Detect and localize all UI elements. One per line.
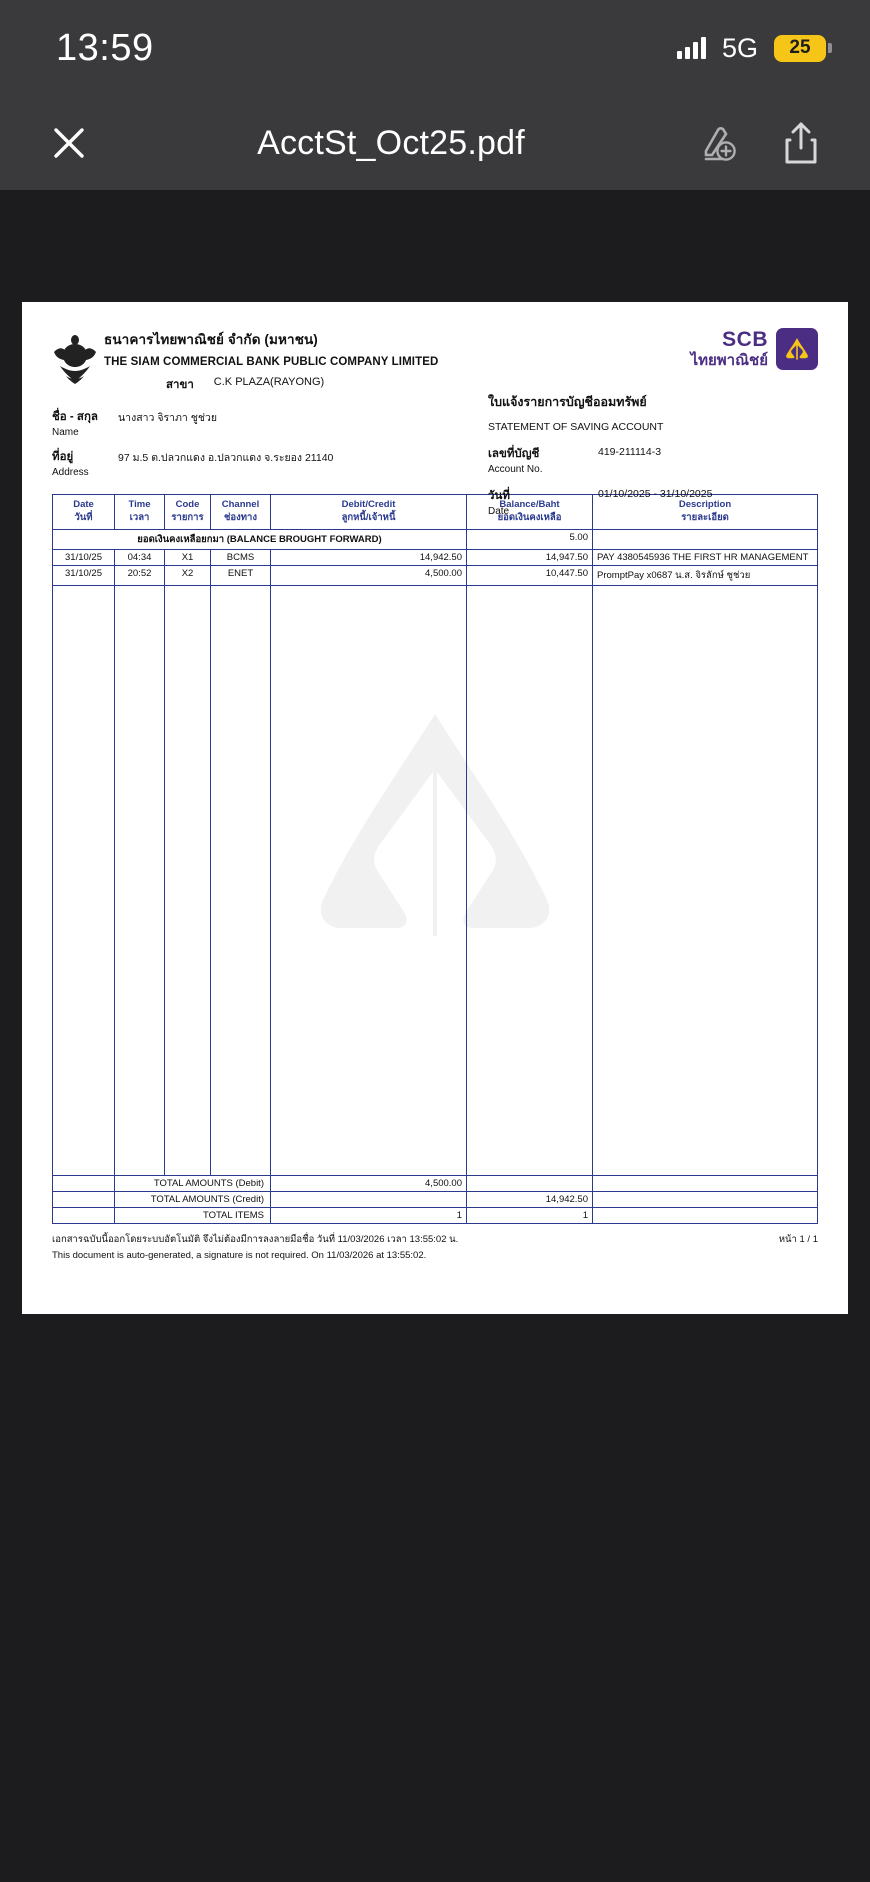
total-desc (593, 1207, 818, 1223)
row-balance: 10,447.50 (467, 565, 593, 585)
col-balance: Balance/Baht ยอดเงินคงเหลือ (467, 495, 593, 530)
date-label-th: วันที่ (488, 490, 510, 502)
bank-name-th: ธนาคารไทยพาณิชย์ จำกัด (มหาชน) (104, 332, 318, 347)
doc-title-en: STATEMENT OF SAVING ACCOUNT (488, 421, 664, 433)
markup-add-icon[interactable] (682, 112, 744, 174)
table-empty-space (53, 585, 818, 1175)
row-date: 31/10/25 (53, 549, 115, 565)
total-amount (271, 1191, 467, 1207)
account-label-th: เลขที่บัญชี (488, 448, 540, 460)
branch-value: C.K PLAZA(RAYONG) (213, 376, 325, 388)
cellular-bars-icon (677, 37, 706, 59)
transactions-table (52, 494, 818, 1224)
account-number-value: 419-211114-3 (598, 446, 662, 458)
address-label-en: Address (52, 467, 89, 478)
total-label: TOTAL AMOUNTS (Credit) (115, 1191, 271, 1207)
totals-row (53, 1175, 818, 1191)
battery-level-label: 25 (789, 37, 811, 58)
date-label-en: Date (488, 506, 510, 517)
total-desc (593, 1175, 818, 1191)
battery-indicator (774, 35, 826, 62)
col-code: Code รายการ (165, 495, 211, 530)
footer-note-en: This document is auto-generated, a signature is not required. On 11/03/2026 at 13:55:02. (52, 1249, 427, 1261)
totals-row (53, 1191, 818, 1207)
page-number: หน้า 1 / 1 (778, 1233, 818, 1245)
bf-balance: 5.00 (467, 529, 593, 549)
row-time: 04:34 (115, 549, 165, 565)
totals-row (53, 1207, 818, 1223)
statement-period-value: 01/10/2025 - 31/10/2025 (598, 488, 713, 500)
total-balance (467, 1175, 593, 1191)
col-debit-credit: Debit/Credit ลูกหนี้/เจ้าหนี้ (271, 495, 467, 530)
statement-header (52, 328, 818, 394)
status-clock: 13:59 (56, 26, 154, 69)
garuda-crest-icon (52, 332, 98, 384)
pdf-viewer-toolbar (0, 96, 870, 190)
total-balance: 1 (467, 1207, 593, 1223)
account-label-en: Account No. (488, 464, 543, 475)
status-indicators (677, 33, 826, 64)
customer-name-value: นางสาว จิราภา ชูช่วย (118, 412, 218, 424)
row-date: 31/10/25 (53, 565, 115, 585)
network-type-label: 5G (721, 32, 758, 63)
col-time: Time เวลา (115, 495, 165, 530)
row-amount: 14,942.50 (271, 549, 467, 565)
total-desc (593, 1191, 818, 1207)
name-label-th: ชื่อ - สกุล (52, 411, 98, 423)
scb-logo (691, 328, 818, 370)
balance-brought-forward-row (53, 529, 818, 549)
row-code: X1 (165, 549, 211, 565)
bank-name-en: THE SIAM COMMERCIAL BANK PUBLIC COMPANY LIMITED (104, 356, 439, 368)
col-date: Date วันที่ (53, 495, 115, 530)
row-description: PAY 4380545936 THE FIRST HR MANAGEMENT (593, 549, 818, 565)
table-row (53, 565, 818, 585)
row-description: PromptPay x0687 น.ส. จิรลักษ์ ชูช่วย (593, 565, 818, 585)
row-balance: 14,947.50 (467, 549, 593, 565)
statement-meta-block (488, 392, 818, 517)
name-label-en: Name (52, 427, 79, 438)
branch-label: สาขา (166, 379, 194, 391)
bf-description (593, 529, 818, 549)
table-row (53, 549, 818, 565)
row-amount: 4,500.00 (271, 565, 467, 585)
pdf-page (22, 302, 848, 1314)
scb-vayupak-icon (776, 328, 818, 370)
total-amount: 4,500.00 (271, 1175, 467, 1191)
close-icon[interactable] (38, 112, 100, 174)
total-label: TOTAL AMOUNTS (Debit) (115, 1175, 271, 1191)
row-time: 20:52 (115, 565, 165, 585)
address-label-th: ที่อยู่ (52, 451, 74, 463)
doc-title-th: ใบแจ้งรายการบัญชีออมทรัพย์ (488, 395, 647, 409)
status-bar (0, 0, 870, 96)
share-icon[interactable] (770, 112, 832, 174)
scb-logo-th: ไทยพาณิชย์ (690, 352, 768, 370)
total-balance: 14,942.50 (467, 1191, 593, 1207)
col-channel: Channel ช่องทาง (211, 495, 271, 530)
row-channel: ENET (211, 565, 271, 585)
pdf-page-viewport[interactable] (0, 190, 870, 1882)
col-description: Description รายละเอียด (593, 495, 818, 530)
total-amount: 1 (271, 1207, 467, 1223)
row-channel: BCMS (211, 549, 271, 565)
total-label: TOTAL ITEMS (115, 1207, 271, 1223)
footer-note-th: เอกสารฉบับนี้ออกโดยระบบอัตโนมัติ จึงไม่ต้องมีการลงลายมือชื่อ วันที่ 11/03/2026 เวลา 13:55:02 น. (52, 1233, 459, 1245)
row-code: X2 (165, 565, 211, 585)
bf-label: ยอดเงินคงเหลือยกมา (BALANCE BROUGHT FORWARD) (53, 529, 467, 549)
document-title: AcctSt_Oct25.pdf (257, 123, 525, 162)
scb-logo-en: SCB (722, 328, 768, 352)
customer-address-value: 97 ม.5 ต.ปลวกแดง อ.ปลวกแดง จ.ระยอง 21140 (118, 452, 334, 464)
document-footer (52, 1232, 818, 1264)
